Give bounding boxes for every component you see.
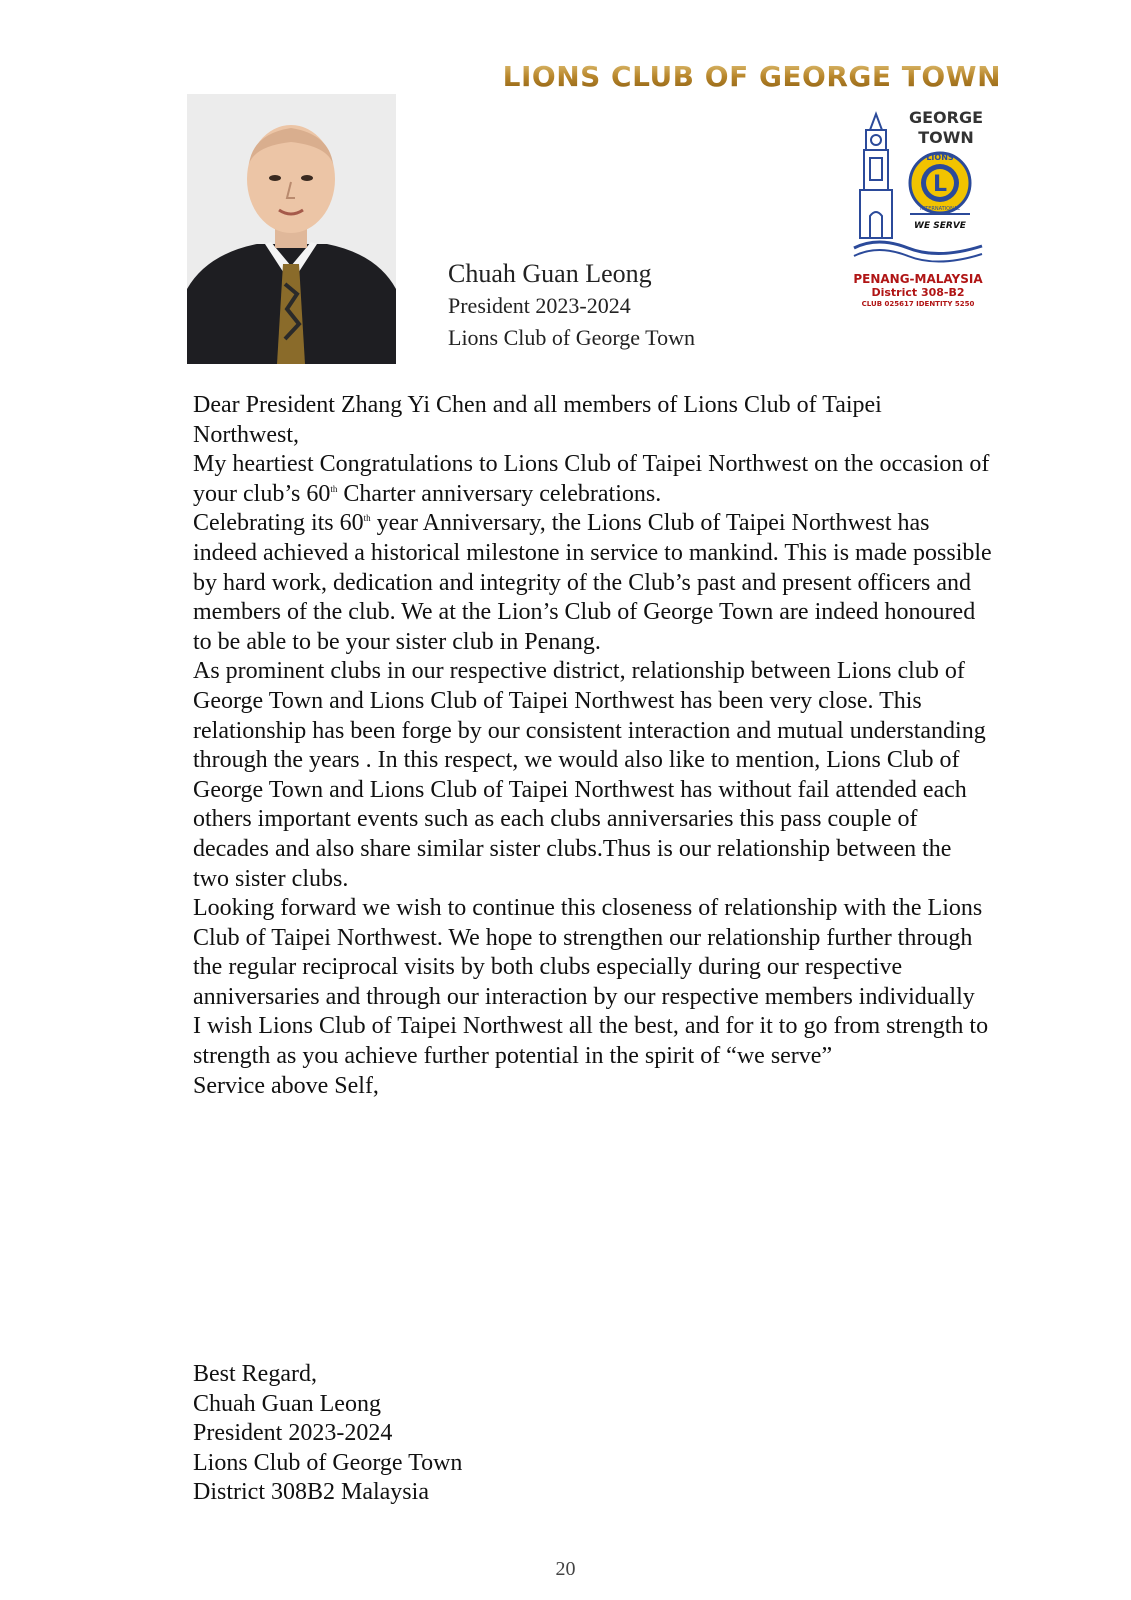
logo-penang-malaysia: PENANG-MALAYSIA [853,272,983,286]
logo-we-serve: WE SERVE [914,221,966,231]
closing-regards: Best Regard, [193,1361,317,1387]
p1-superscript: th [330,483,338,494]
p2-text-a: Celebrating its 60 [193,510,364,537]
letter-salutation: Dear President Zhang Yi Chen and all members of Lions Club of Taipei Northwest, [193,392,882,448]
p2-superscript: th [363,513,371,524]
lions-club-logo [848,108,988,318]
p2-text-b: year Anniversary, the Lions Club of Taipei Northwest has indeed achieved a historical milestone in service to mankind. This is made possible by hard work, dedication and integrity of the Club’s past and present officers and members of the club. We at the Lion’s Club of George Town are indeed honoured to be able to be your sister club in Penang. [193,510,992,655]
closing-club: Lions Club of George Town [193,1449,463,1476]
letter-closing [193,1360,462,1508]
page-number: 20 [555,1558,576,1580]
president-club: Lions Club of George Town [448,325,695,350]
logo-emblem-letter: L [932,172,948,197]
letter-paragraph-1 [193,450,993,509]
logo-international-label: INTERNATIONAL [919,206,961,212]
president-name: Chuah Guan Leong [448,259,652,288]
logo-club-identity: CLUB 025617 IDENTITY 5250 [861,300,975,308]
closing-district: District 308B2 Malaysia [193,1479,429,1506]
letter-paragraph-3: As prominent clubs in our respective district, relationship between Lions club of George Town and Lions Club of Taipei Northwest has been very close. This relationship has been forge by our consistent interaction and mutual understanding through the years . In this respect, we would also like to mention, Lions Club of George Town and Lions Club of Taipei Northwest has without fail attended each others important events such as each clubs anniversaries this pass couple of decades and also share similar sister clubs.Thus is our relationship between the two sister clubs. [193,658,986,892]
letter-paragraph-5: I wish Lions Club of Taipei Northwest all the best, and for it to go from strength to strength as you achieve further potential in the spirit of “we serve” [193,1013,989,1070]
closing-role: President 2023-2024 [193,1420,393,1447]
portrait-image [187,94,396,364]
club-title: LIONS CLUB OF GEORGE TOWN [502,60,1001,93]
letter-body [193,391,993,1101]
letter-paragraph-2 [193,509,993,657]
closing-name: Chuah Guan Leong [193,1390,381,1417]
president-caption [448,258,695,354]
logo-george-town: GEORGE TOWN [908,108,984,147]
letter-paragraph-4: Looking forward we wish to continue this closeness of relationship with the Lions Club of Taipei Northwest. We hope to strengthen our relationship further through the regular reciprocal visits by both clubs especially during our respective anniversaries and through our interaction by our respective members individually [193,895,983,1010]
president-portrait [187,94,396,364]
logo-lions-label: LIONS [926,153,954,162]
letter-paragraph-6: Service above Self, [193,1072,379,1099]
p1-text-a: My heartiest Congratulations to Lions Club of Taipei Northwest on the occasion of your club’s 60 [193,451,990,507]
president-role: President 2023-2024 [448,293,631,318]
logo-district: District 308-B2 [871,286,965,299]
p1-text-b: Charter anniversary celebrations. [337,480,662,507]
